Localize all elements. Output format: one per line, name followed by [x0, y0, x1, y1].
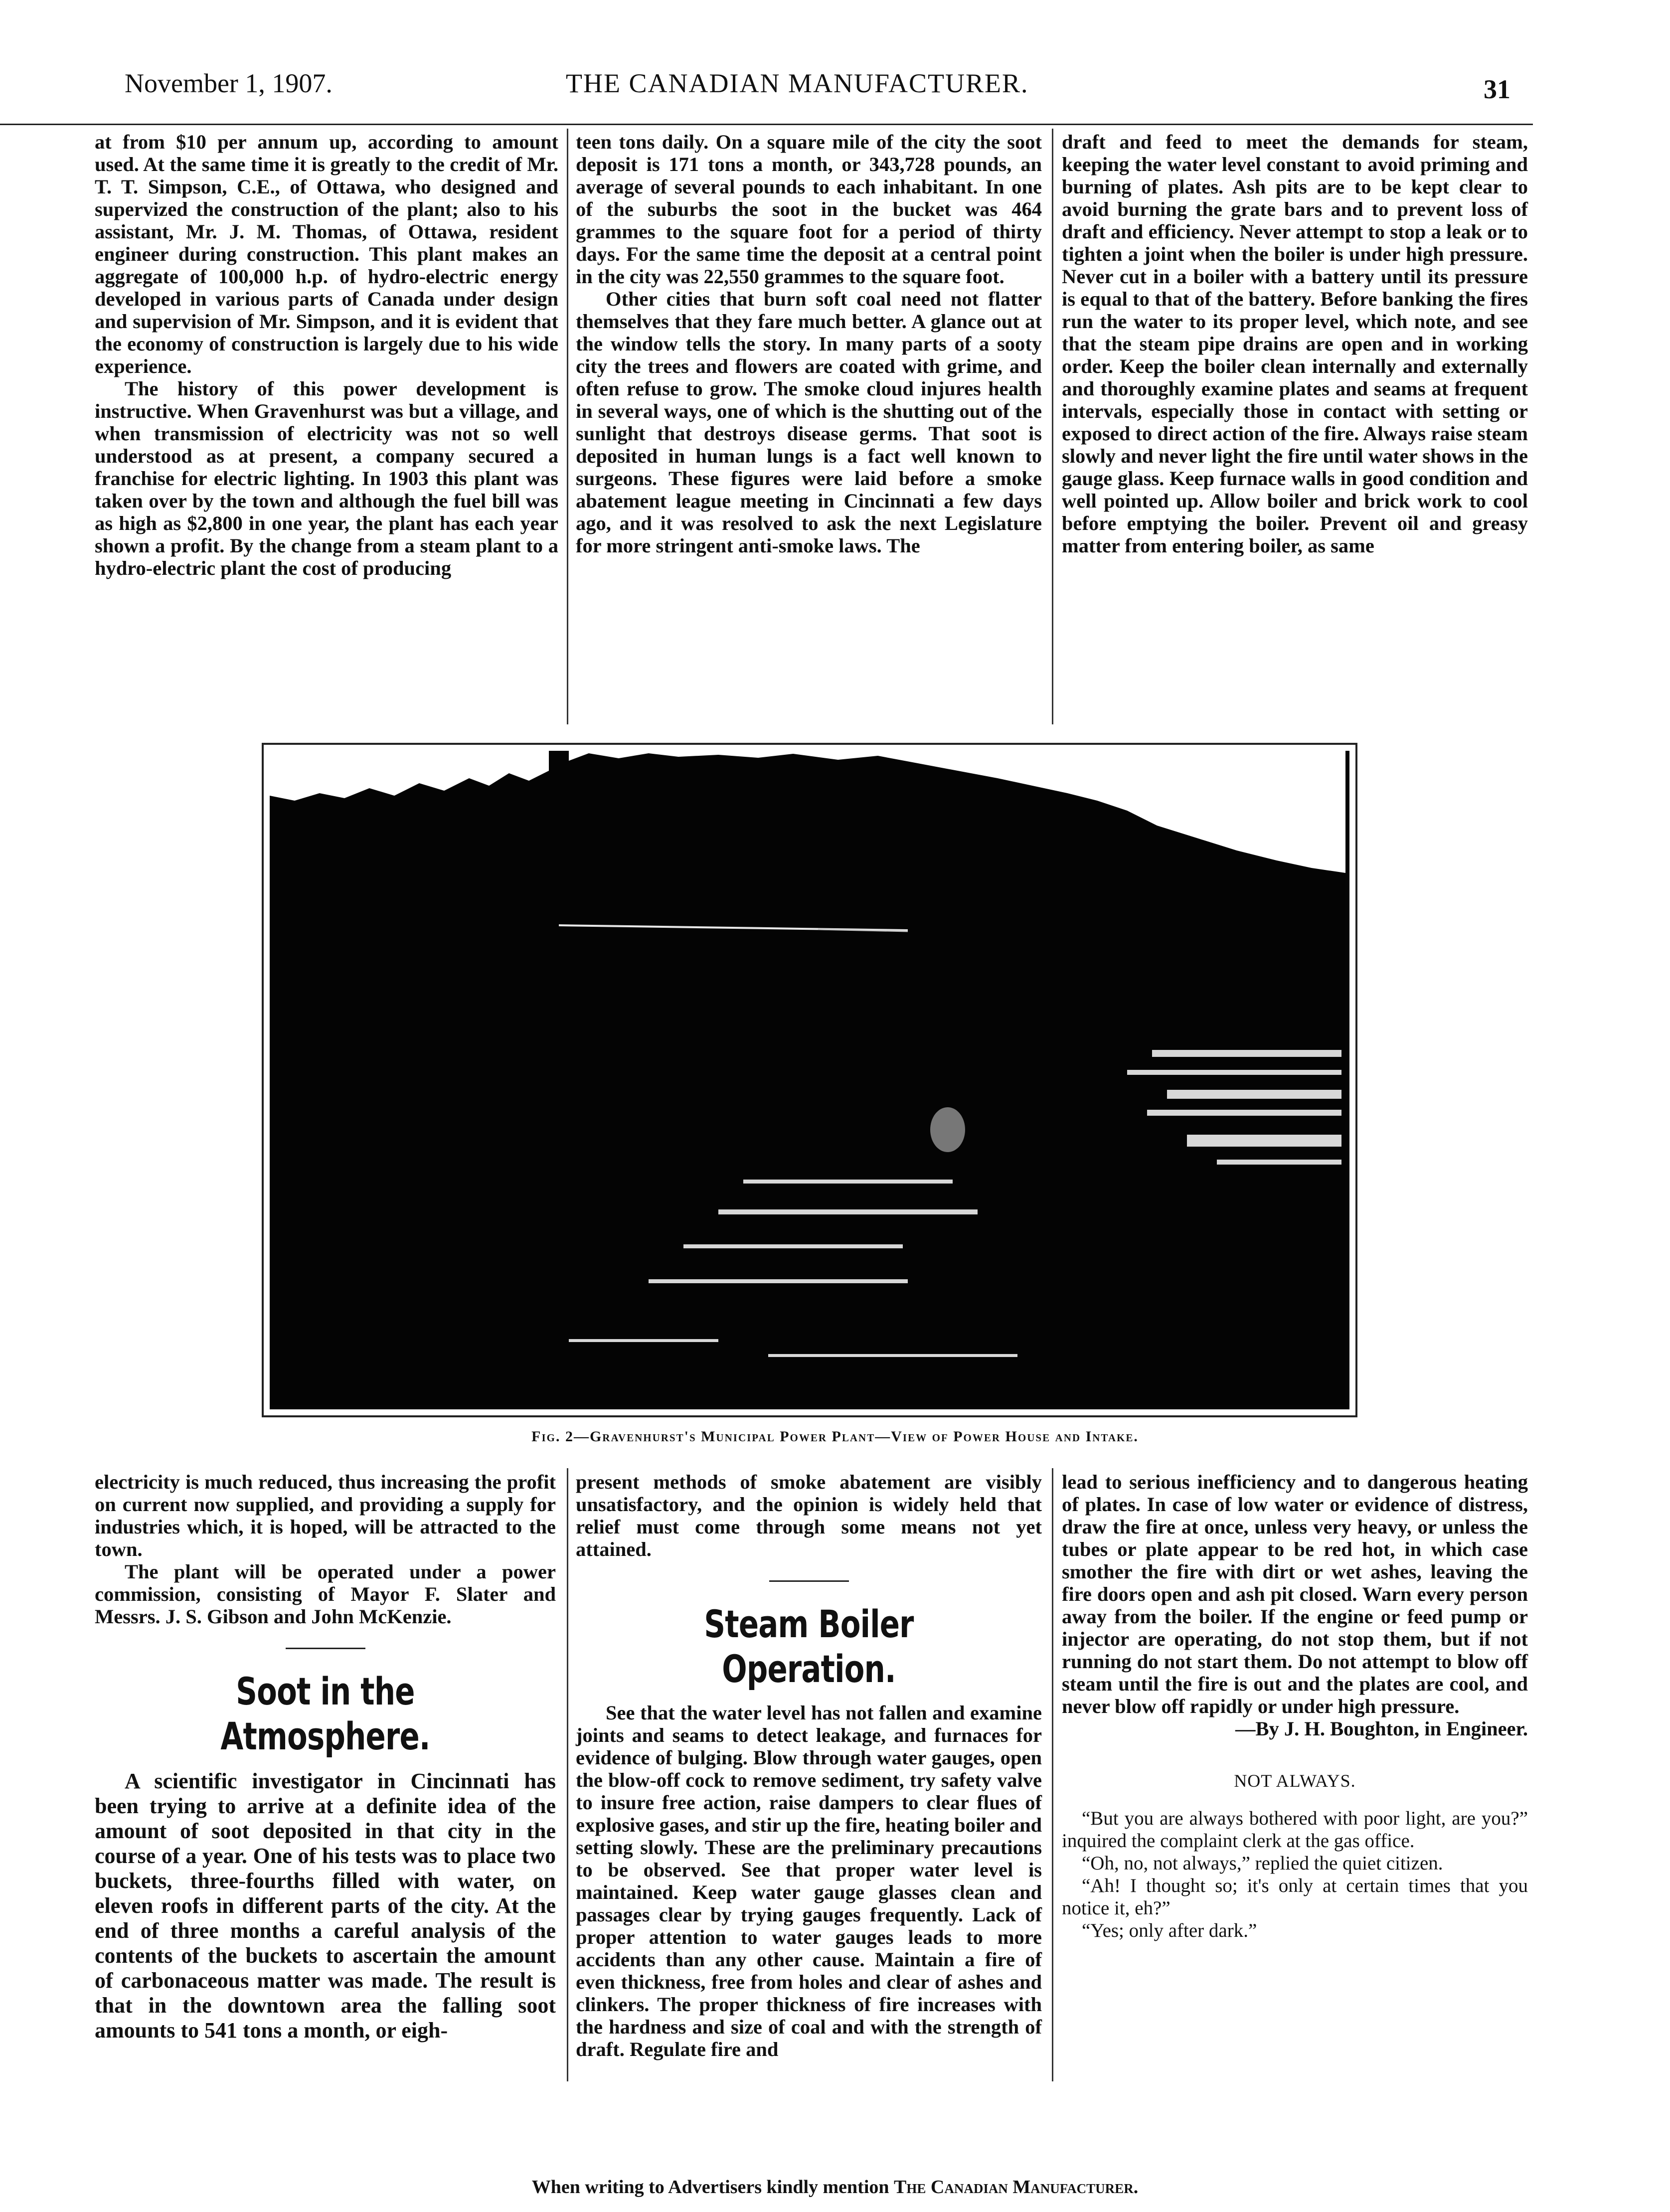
bottom-column-1: [95, 1471, 556, 2043]
paragraph: teen tons daily. On a square mile of the city the soot deposit is 171 tons a month, or 343,728 pounds, an average of several pounds to each inhabitant. In one of the suburbs the soot in the bucket was 464 grammes to the square foot for a period of thirty days. For the same time the deposit at a central point in the city was 22,550 grammes to the square foot.: [576, 131, 1042, 288]
column-rule: [1052, 1468, 1053, 2081]
running-header: [92, 59, 1533, 104]
paragraph: See that the water level has not fallen and examine joints and seams to detect leakage, and furnaces for evidence of bulging. Blow through water gauges, open the blow-off cock to remove sediment, try safety valve to insure free action, raise dampers to clear flues of explosive gases, and stir up the fire, heating boiler and setting slowly. These are the preliminary precautions to be observed. See that proper water level is maintained. Keep water gauge glasses clean and passages clear by trying gauges frequently. Lack of proper attention to water gauges leads to more accidents than any other cause. Maintain a fire of even thickness, free from holes and clear of ashes and clinkers. The proper thickness of fire increases with the hardness and size of coal and with the strength of draft. Regulate fire and: [576, 1702, 1042, 2060]
section-divider: [769, 1580, 849, 1582]
bottom-column-2: [576, 1471, 1042, 2060]
article-heading-soot: Soot in the Atmosphere.: [220, 1669, 430, 1758]
paragraph: lead to serious inefficiency and to dangerous heating of plates. In case of low water or evidence of distress, draw the fire at once, unless very heavy, or unless the tubes or plate appear to be red hot, in which case smother the fire with dirt or wet ashes, leaving the fire doors open and ash pit closed. Warn every person away from the boiler. If the engine or feed pump or injector are operating, do not stop them, but if not running do not start them. Do not attempt to blow off steam until the fire is out and the plates are cool, and never blow off rapidly or under high pressure.: [1062, 1471, 1528, 1717]
page-number: 31: [1484, 74, 1510, 104]
paragraph: at from $10 per annum up, according to amount used. At the same time it is greatly to the credit of Mr. T. T. Simpson, C.E., of Ottawa, who designed and supervized the construction of the plant; also to his assistant, Mr. J. M. Thomas, of Ottawa, resident engineer during construction. This plant makes an aggregate of 100,000 h.p. of hydro-electric energy developed in various parts of Canada under design and supervision of Mr. Simpson, and it is evident that the economy of construction is largely due to his wide experience.: [95, 131, 558, 377]
photo-illustration: [270, 751, 1345, 1405]
paragraph: “But you are always bothered with poor light, are you?” inquired the complaint clerk at the gas office.: [1062, 1808, 1528, 1852]
power-plant-photo: [270, 751, 1349, 1409]
publication-title: THE CANADIAN MANUFACTURER.: [566, 68, 1029, 98]
footer-publication: The Canadian Manufacturer.: [894, 2177, 1139, 2198]
anecdote-body: [1062, 1807, 1528, 1942]
figure-caption: Fig. 2—Gravenhurst's Municipal Power Plant—View of Power House and Intake.: [531, 1428, 1139, 1445]
section-divider: [286, 1648, 365, 1649]
paragraph: “Yes; only after dark.”: [1082, 1920, 1257, 1941]
paragraph: The plant will be operated under a power commission, consisting of Mayor F. Slater and Messrs. J. S. Gibson and John McKenzie.: [95, 1560, 556, 1628]
soot-article-body: [95, 1769, 556, 2043]
paragraph: Other cities that burn soft coal need not flatter themselves that they fare much better. A glance out at the window tells the story. In many parts of a sooty city the trees and flowers are coated with grime, and often refuse to grow. The smoke cloud injures health in several ways, one of which is the shutting out of the sunlight that destroys disease germs. That soot is deposited in human lungs is a fact well known to surgeons. These figures were laid before a smoke abatement league meeting in Cincinnati a few days ago, and it was resolved to ask the next Legislature for more stringent anti-smoke laws. The: [576, 288, 1042, 557]
advertiser-footer: [0, 2176, 1670, 2198]
footer-text: When writing to Advertisers kindly mention: [531, 2177, 889, 2198]
paragraph: A scientific investigator in Cincinnati has been trying to arrive at a definite idea of the amount of soot deposited in that city in the course of a year. One of his tests was to place two buckets, three-fourths filled with water, on eleven roofs in different parts of the city. At the end of three months a careful analysis of the contents of the buckets to ascertain the amount of carbonaceous matter was made. The result is that in the downtown area the falling soot amounts to 541 tons a month, or eigh-: [95, 1769, 556, 2042]
anecdote-title: NOT ALWAYS.: [1234, 1771, 1356, 1791]
header-rule: [0, 124, 1533, 125]
paragraph: present methods of smoke abatement are visibly unsatisfactory, and the opinion is widely held that relief must come through some means not yet attained.: [576, 1471, 1042, 1560]
figure-photograph: [262, 743, 1357, 1417]
issue-date: November 1, 1907.: [125, 68, 333, 98]
top-column-3: [1062, 131, 1528, 557]
column-rule: [567, 1468, 568, 2081]
byline: —By J. H. Boughton, in Engineer.: [1235, 1717, 1528, 1740]
paragraph: “Oh, no, not always,” replied the quiet citizen.: [1082, 1853, 1443, 1874]
paragraph: electricity is much reduced, thus increasing the profit on current now supplied, and providing a supply for industries which, it is hoped, will be attracted to the town.: [95, 1471, 556, 1560]
top-column-1: [95, 131, 558, 579]
column-rule: [1052, 129, 1053, 724]
bottom-column-3: [1062, 1471, 1528, 1942]
paragraph: draft and feed to meet the demands for steam, keeping the water level constant to avoid priming and burning of plates. Ash pits are to be kept clear to avoid burning the grate bars and to prevent loss of draft and efficiency. Never attempt to stop a leak or to tighten a joint when the boiler is under high pressure. Never cut in a boiler with a battery until its pressure is equal to that of the battery. Before banking the fires run the water to its proper level, which note, and see that the steam pipe drains are open and in working order. Keep the boiler clean internally and externally and thoroughly examine plates and seams at frequent intervals, especially those in contact with setting or exposed to direct action of the fire. Always raise steam slowly and never light the fire until water shows in the gauge glass. Keep furnace walls in good condition and well pointed up. Allow boiler and brick work to cool before emptying the boiler. Prevent oil and greasy matter from entering boiler, as same: [1062, 131, 1528, 557]
top-column-2: [576, 131, 1042, 557]
article-heading-boiler: Steam Boiler Operation.: [704, 1602, 914, 1691]
paragraph: “Ah! I thought so; it's only at certain times that you notice it, eh?”: [1062, 1875, 1528, 1919]
column-rule: [567, 129, 568, 724]
paragraph: The history of this power development is instructive. When Gravenhurst was but a village, and when transmission of electricity was not so well understood as at present, a company secured a franchise for electric lighting. In 1903 this plant was taken over by the town and although the fuel bill was as high as $2,800 in one year, the plant has each year shown a profit. By the change from a steam plant to a hydro-electric plant the cost of producing: [95, 377, 558, 579]
